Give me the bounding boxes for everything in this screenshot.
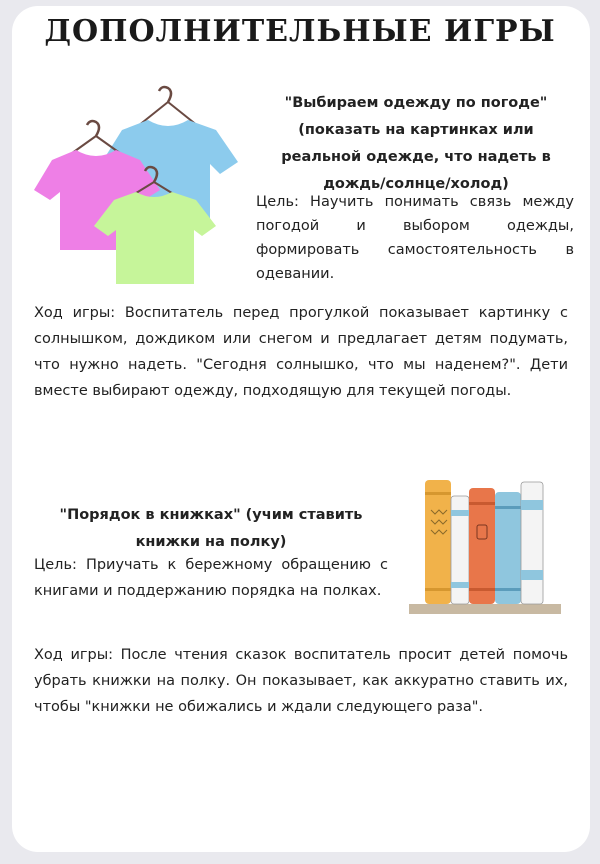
blue-book-icon <box>495 492 521 604</box>
game1-goal: Цель: Научить понимать связь между погодой и выбором одежды, формировать самостоятельность в одевании. <box>256 194 574 282</box>
yellow-book-icon <box>425 480 451 604</box>
game1-description: Ход игры: Воспитатель перед прогулкой показывает картинку с солнышком, дождиком или снегом и предлагает детям подумать, что нужно надеть. "Сегодня солнышко, что мы наденем?". Дети вместе выбирают одежду, подходящую для текущей погоды. <box>34 305 568 399</box>
page-title: ДОПОЛНИТЕЛЬНЫЕ ИГРЫ <box>44 14 556 49</box>
game2-description: Ход игры: После чтения сказок воспитатель просит детей помочь убрать книжки на полку. Он показывает, как аккуратно ставить их, чтобы "книжки не обижались и ждали следующего раза". <box>34 647 568 715</box>
shirts-on-hangers-illustration <box>30 80 260 290</box>
shelf-icon <box>409 604 561 614</box>
game1-title: "Выбираем одежду по погоде" (показать на картинках или реальной одежде, что надеть в дождь/солнце/холод) <box>281 95 551 192</box>
white-striped-book-icon <box>521 482 543 604</box>
game2-title: "Порядок в книжках" (учим ставить книжки на полку) <box>59 507 363 550</box>
white-book-icon <box>451 496 469 604</box>
books-on-shelf-illustration <box>405 470 565 620</box>
game2-goal: Цель: Приучать к бережному обращению с книгами и поддержанию порядка на полках. <box>34 557 388 599</box>
orange-book-icon <box>469 488 495 604</box>
